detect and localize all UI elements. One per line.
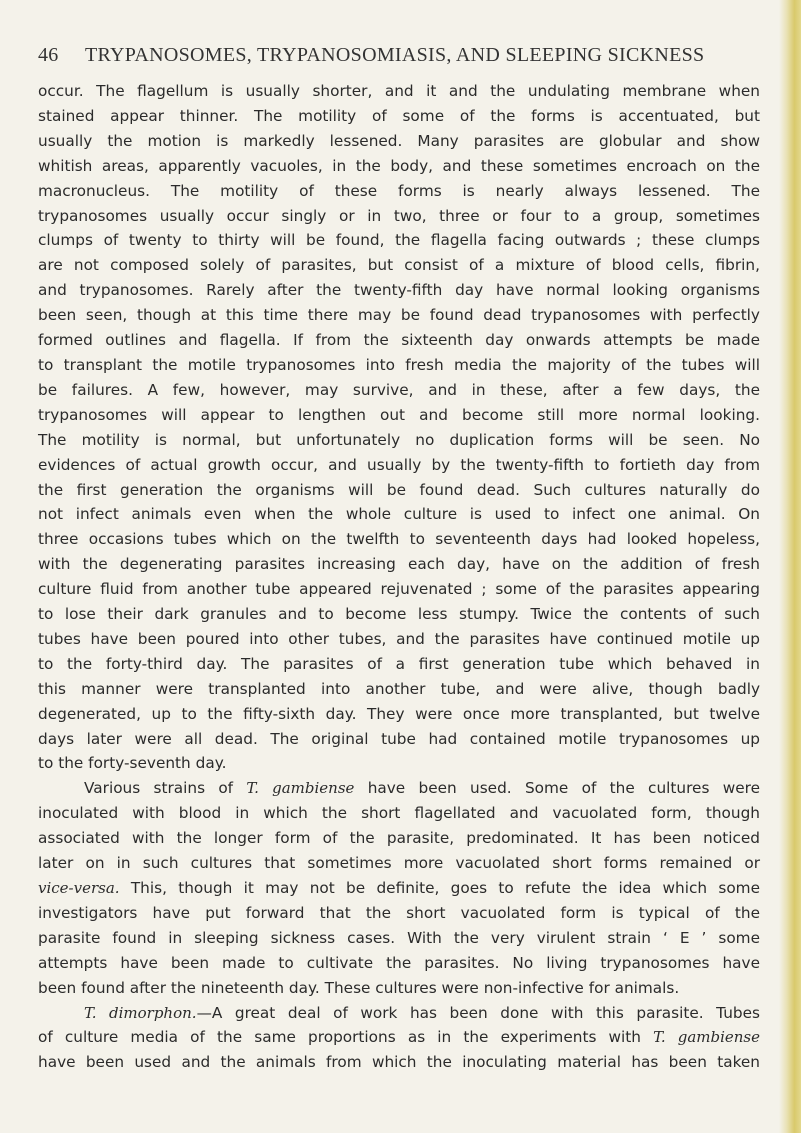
text-line: investigators have put forward that the short vacuolated form is typical of the [38, 903, 760, 922]
text-line: to the forty-third day. The parasites of a first generation tube which behaved in [38, 654, 760, 673]
text-line: clumps of twenty to thirty will be found, the flagella facing outwards ; these clumps [38, 231, 760, 250]
italic-phrase: vice-versa. [38, 879, 120, 897]
text-line [38, 1025, 760, 1050]
running-title: TRYPANOSOMES, TRYPANOSOMIASIS, AND SLEEPING SICKNESS [85, 44, 705, 66]
body-text [38, 79, 760, 1075]
text-line: associated with the longer form of the parasite, predominated. It has been noticed [38, 829, 760, 848]
running-head [38, 44, 760, 67]
page-edge-discoloration [779, 0, 801, 1133]
text-line: culture fluid from another tube appeared rejuvenated ; some of the parasites appearing [38, 580, 760, 599]
text-line: evidences of actual growth occur, and usually by the twenty-fifth to fortieth day from [38, 455, 760, 474]
text-run: —A great deal of work has been done with this parasite. Tubes [196, 1003, 760, 1022]
text-line: to transplant the motile trypanosomes into fresh media the majority of the tubes will [38, 355, 760, 374]
text-line: occur. The flagellum is usually shorter, and it and the undulating membrane when [38, 82, 760, 100]
text-line: inoculated with blood in which the short flagellated and vacuolated form, though [38, 804, 760, 823]
text-line: parasite found in sleeping sickness cases. With the very virulent strain ‘ E ’ some [38, 928, 760, 947]
text-line: to the forty-seventh day. [38, 754, 227, 773]
text-line: not infect animals even when the whole culture is used to infect one animal. On [38, 505, 760, 524]
text-line: whitish areas, apparently vacuoles, in the body, and these sometimes encroach on the [38, 156, 760, 175]
text-line: trypanosomes will appear to lengthen out and become still more normal looking. [38, 405, 760, 424]
text-line: The motility is normal, but unfortunately no duplication forms will be seen. No [38, 430, 760, 449]
paragraph-3 [38, 1001, 760, 1076]
text-line: been found after the nineteenth day. These cultures were non-infective for animals. [38, 978, 680, 997]
text-line: have been used and the animals from which the inoculating material has been taken [38, 1053, 760, 1072]
text-run: have been used. Some of the cultures were [354, 779, 760, 798]
paragraph-1 [38, 79, 760, 776]
species-name: T. dimorphon. [84, 1003, 197, 1022]
paragraph-2 [38, 776, 760, 1000]
text-line: trypanosomes usually occur singly or in two, three or four to a group, sometimes [38, 206, 760, 225]
text-line: attempts have been made to cultivate the parasites. No living trypanosomes have [38, 953, 760, 972]
text-line: days later were all dead. The original tube had contained motile trypanosomes up [38, 729, 760, 748]
text-line: and trypanosomes. Rarely after the twenty-fifth day have normal looking organisms [38, 281, 760, 300]
text-line: this manner were transplanted into another tube, and were alive, though badly [38, 679, 760, 698]
text-line: are not composed solely of parasites, but consist of a mixture of blood cells, fibrin, [38, 256, 760, 275]
text-line: be failures. A few, however, may survive, and in these, after a few days, the [38, 380, 760, 399]
text-line: with the degenerating parasites increasing each day, have on the addition of fresh [38, 555, 760, 574]
text-run: of culture media of the same proportions as in the experiments with [38, 1028, 654, 1047]
text-line: formed outlines and flagella. If from the sixteenth day onwards attempts be made [38, 331, 760, 350]
text-line: stained appear thinner. The motility of some of the forms is accentuated, but [38, 106, 760, 125]
text-line: usually the motion is markedly lessened. Many parasites are globular and show [38, 131, 760, 150]
species-name: T. gambiense [246, 779, 355, 798]
text-line [38, 876, 760, 901]
page-number: 46 [38, 44, 59, 66]
text-line [38, 776, 760, 801]
text-line: tubes have been poured into other tubes, and the parasites have continued motile up [38, 629, 760, 648]
text-line: been seen, though at this time there may be found dead trypanosomes with perfectly [38, 306, 760, 325]
species-name: T. gambiense [653, 1028, 761, 1047]
text-run: This, though it may not be definite, goes to refute the idea which some [119, 879, 760, 897]
text-line: degenerated, up to the fifty-sixth day. They were once more transplanted, but twelve [38, 704, 760, 723]
text-line: to lose their dark granules and to become less stumpy. Twice the contents of such [38, 605, 760, 624]
text-line: the first generation the organisms will be found dead. Such cultures naturally do [38, 480, 760, 499]
text-line: macronucleus. The motility of these forms is nearly always lessened. The [38, 181, 760, 200]
text-line [38, 1001, 760, 1026]
text-run: Various strains of [84, 779, 247, 798]
text-line: later on in such cultures that sometimes more vacuolated short forms remained or [38, 854, 760, 873]
book-page [38, 44, 760, 1075]
text-line: three occasions tubes which on the twelfth to seventeenth days had looked hopeless, [38, 530, 760, 549]
